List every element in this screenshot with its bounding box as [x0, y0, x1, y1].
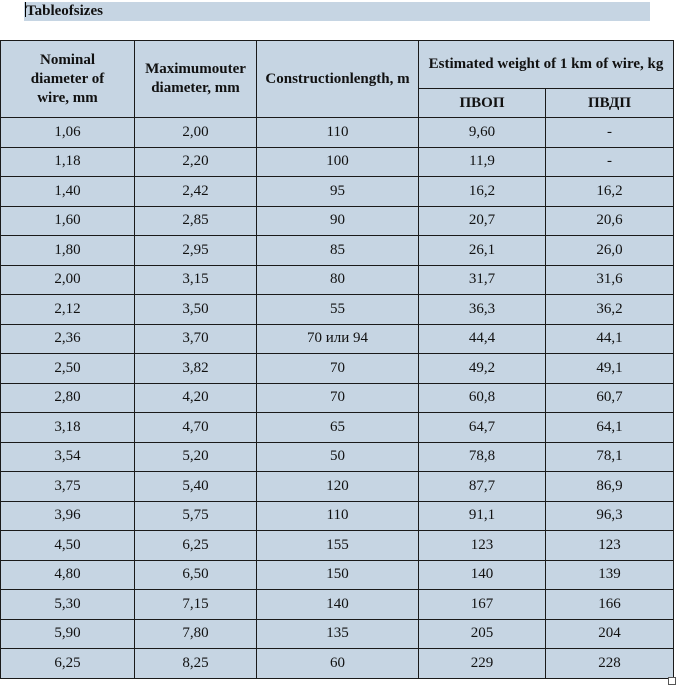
cell-nominal-diameter: 1,40 — [1, 177, 135, 207]
cell-nominal-diameter: 1,80 — [1, 236, 135, 266]
cell-construction-length: 100 — [257, 147, 419, 177]
cell-nominal-diameter: 2,36 — [1, 324, 135, 354]
table-row — [1, 354, 674, 384]
cell-nominal-diameter: 5,30 — [1, 590, 135, 620]
cell-construction-length: 50 — [257, 442, 419, 472]
cell-weight-pvdp: 78,1 — [546, 442, 674, 472]
header-estimated-weight: Estimated weight of 1 km of wire, kg — [419, 41, 674, 89]
table-row — [1, 560, 674, 590]
cell-construction-length: 155 — [257, 531, 419, 561]
cell-construction-length: 70 — [257, 354, 419, 384]
table-row — [1, 442, 674, 472]
cell-weight-pvdp: 86,9 — [546, 472, 674, 502]
table-row — [1, 531, 674, 561]
cell-construction-length: 135 — [257, 619, 419, 649]
header-construction-length: Constructionlength, m — [257, 41, 419, 118]
caption-text: Tableofsizes — [26, 3, 103, 19]
table-row — [1, 413, 674, 443]
table-row — [1, 619, 674, 649]
cell-weight-pvdp: - — [546, 147, 674, 177]
cell-weight-pvdp: 96,3 — [546, 501, 674, 531]
cell-max-outer-diameter: 4,20 — [135, 383, 257, 413]
cell-construction-length: 140 — [257, 590, 419, 620]
cell-nominal-diameter: 2,50 — [1, 354, 135, 384]
cell-max-outer-diameter: 7,15 — [135, 590, 257, 620]
cell-weight-pvdp: 31,6 — [546, 265, 674, 295]
cell-nominal-diameter: 3,18 — [1, 413, 135, 443]
cell-construction-length: 70 — [257, 383, 419, 413]
cell-construction-length: 85 — [257, 236, 419, 266]
cell-nominal-diameter: 1,60 — [1, 206, 135, 236]
table-caption — [24, 2, 650, 21]
cell-weight-pvop: 26,1 — [419, 236, 546, 266]
cell-construction-length: 65 — [257, 413, 419, 443]
cell-weight-pvdp: 123 — [546, 531, 674, 561]
table-row — [1, 206, 674, 236]
cell-max-outer-diameter: 2,85 — [135, 206, 257, 236]
cell-weight-pvdp: 26,0 — [546, 236, 674, 266]
cell-nominal-diameter: 2,00 — [1, 265, 135, 295]
cell-nominal-diameter: 1,18 — [1, 147, 135, 177]
cell-nominal-diameter: 1,06 — [1, 118, 135, 148]
cell-nominal-diameter: 5,90 — [1, 619, 135, 649]
cell-max-outer-diameter: 5,20 — [135, 442, 257, 472]
cell-max-outer-diameter: 3,50 — [135, 295, 257, 325]
cell-max-outer-diameter: 7,80 — [135, 619, 257, 649]
cell-weight-pvop: 16,2 — [419, 177, 546, 207]
cell-nominal-diameter: 3,54 — [1, 442, 135, 472]
cell-weight-pvdp: 60,7 — [546, 383, 674, 413]
table-row — [1, 649, 674, 679]
cell-weight-pvop: 36,3 — [419, 295, 546, 325]
cell-weight-pvdp: 36,2 — [546, 295, 674, 325]
cell-max-outer-diameter: 5,75 — [135, 501, 257, 531]
cell-max-outer-diameter: 3,70 — [135, 324, 257, 354]
cell-weight-pvdp: 20,6 — [546, 206, 674, 236]
cell-weight-pvdp: 44,1 — [546, 324, 674, 354]
cell-nominal-diameter: 3,96 — [1, 501, 135, 531]
cell-max-outer-diameter: 2,42 — [135, 177, 257, 207]
cell-weight-pvdp: 139 — [546, 560, 674, 590]
cell-weight-pvdp: - — [546, 118, 674, 148]
cell-weight-pvop: 229 — [419, 649, 546, 679]
cell-weight-pvop: 60,8 — [419, 383, 546, 413]
cell-nominal-diameter: 4,50 — [1, 531, 135, 561]
cell-weight-pvop: 91,1 — [419, 501, 546, 531]
cell-construction-length: 110 — [257, 118, 419, 148]
cell-construction-length: 110 — [257, 501, 419, 531]
cell-weight-pvdp: 204 — [546, 619, 674, 649]
table-row — [1, 501, 674, 531]
cell-weight-pvop: 64,7 — [419, 413, 546, 443]
cell-max-outer-diameter: 2,20 — [135, 147, 257, 177]
cell-max-outer-diameter: 5,40 — [135, 472, 257, 502]
header-nominal-diameter: Nominal diameter of wire, mm — [1, 41, 135, 118]
header-pvop: ПВОП — [419, 89, 546, 118]
resize-handle[interactable] — [668, 677, 676, 685]
cell-max-outer-diameter: 3,15 — [135, 265, 257, 295]
cell-weight-pvdp: 49,1 — [546, 354, 674, 384]
cell-weight-pvop: 140 — [419, 560, 546, 590]
cell-max-outer-diameter: 4,70 — [135, 413, 257, 443]
cell-construction-length: 55 — [257, 295, 419, 325]
cell-construction-length: 60 — [257, 649, 419, 679]
cell-construction-length: 70 или 94 — [257, 324, 419, 354]
cell-weight-pvdp: 166 — [546, 590, 674, 620]
cell-construction-length: 80 — [257, 265, 419, 295]
cell-nominal-diameter: 3,75 — [1, 472, 135, 502]
cell-weight-pvop: 205 — [419, 619, 546, 649]
cell-weight-pvop: 20,7 — [419, 206, 546, 236]
cell-weight-pvop: 9,60 — [419, 118, 546, 148]
cell-weight-pvop: 167 — [419, 590, 546, 620]
table-row — [1, 177, 674, 207]
cell-construction-length: 90 — [257, 206, 419, 236]
table-row — [1, 265, 674, 295]
table-row — [1, 324, 674, 354]
cell-weight-pvdp: 228 — [546, 649, 674, 679]
cell-weight-pvdp: 64,1 — [546, 413, 674, 443]
cell-weight-pvop: 31,7 — [419, 265, 546, 295]
cell-weight-pvop: 11,9 — [419, 147, 546, 177]
table-row — [1, 590, 674, 620]
cell-max-outer-diameter: 6,50 — [135, 560, 257, 590]
cell-nominal-diameter: 2,80 — [1, 383, 135, 413]
cell-weight-pvop: 87,7 — [419, 472, 546, 502]
cell-max-outer-diameter: 3,82 — [135, 354, 257, 384]
cell-construction-length: 120 — [257, 472, 419, 502]
cell-construction-length: 150 — [257, 560, 419, 590]
cell-construction-length: 95 — [257, 177, 419, 207]
table-row — [1, 295, 674, 325]
cell-nominal-diameter: 6,25 — [1, 649, 135, 679]
cell-max-outer-diameter: 2,95 — [135, 236, 257, 266]
cell-weight-pvop: 78,8 — [419, 442, 546, 472]
cell-nominal-diameter: 2,12 — [1, 295, 135, 325]
table-row — [1, 118, 674, 148]
cell-weight-pvdp: 16,2 — [546, 177, 674, 207]
header-pvdp: ПВДП — [546, 89, 674, 118]
cell-max-outer-diameter: 2,00 — [135, 118, 257, 148]
table-row — [1, 472, 674, 502]
table-row — [1, 236, 674, 266]
header-max-outer-diameter: Maximumouter diameter, mm — [135, 41, 257, 118]
table-row — [1, 383, 674, 413]
table-row — [1, 147, 674, 177]
cell-weight-pvop: 123 — [419, 531, 546, 561]
sizes-table — [0, 40, 674, 679]
cell-nominal-diameter: 4,80 — [1, 560, 135, 590]
cell-max-outer-diameter: 6,25 — [135, 531, 257, 561]
cell-weight-pvop: 49,2 — [419, 354, 546, 384]
cell-weight-pvop: 44,4 — [419, 324, 546, 354]
cell-max-outer-diameter: 8,25 — [135, 649, 257, 679]
